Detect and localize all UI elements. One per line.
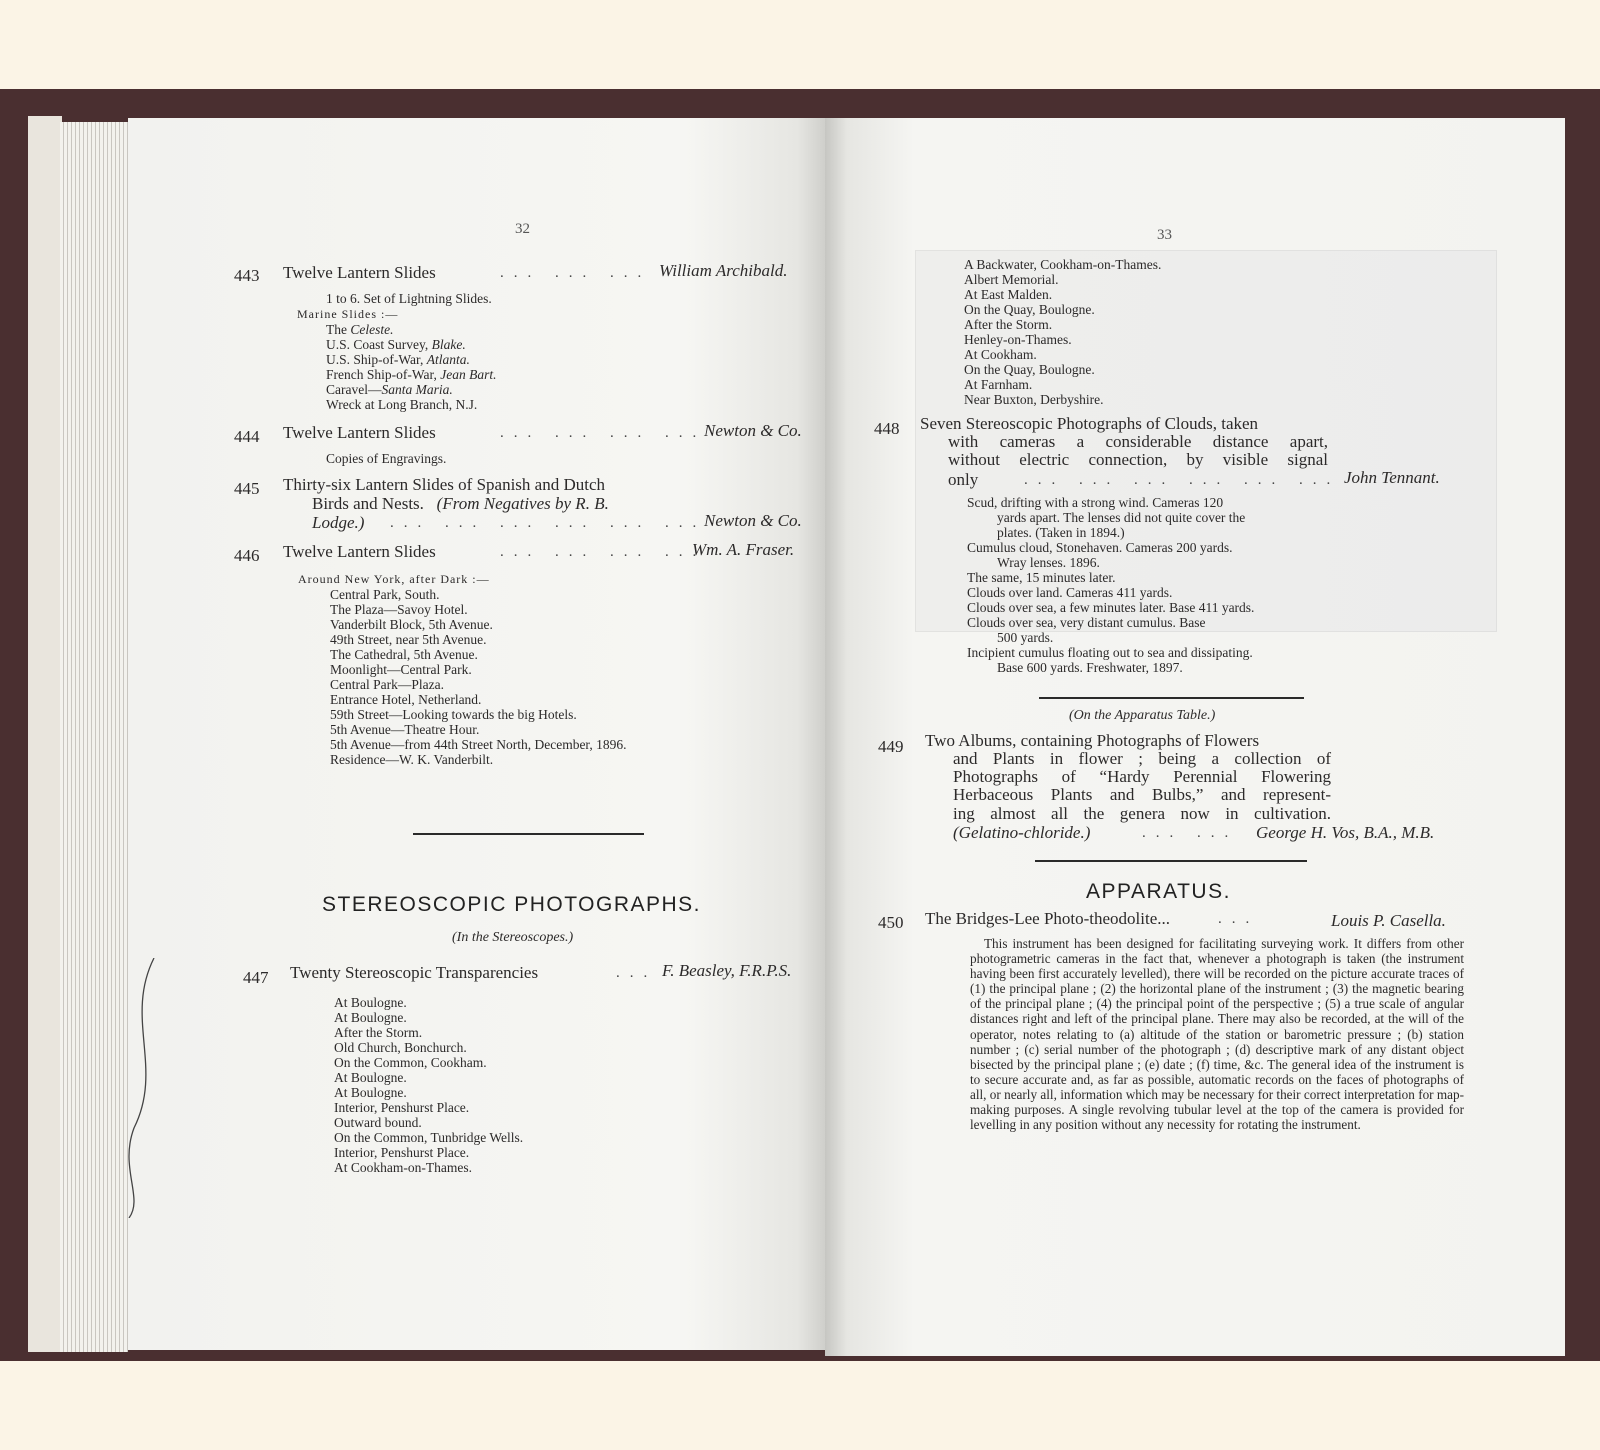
leader-dots: ... ... ... ... ... ...: [390, 515, 707, 531]
page-number-right: 33: [1157, 227, 1172, 243]
list-item: After the Storm.: [334, 1025, 423, 1040]
list-item: Moonlight—Central Park.: [330, 662, 472, 677]
entry-443-items: [326, 322, 496, 412]
entry-446-items: [330, 587, 627, 767]
leader-dots: ...: [1218, 911, 1260, 927]
list-item: At Cookham-on-Thames.: [334, 1160, 472, 1175]
entry-443-notes: [326, 291, 492, 306]
entry-443-exhibitor: William Archibald.: [659, 261, 788, 280]
leader-dots: ...: [616, 965, 658, 981]
entry-449-exhibitor: George H. Vos, B.A., M.B.: [1256, 823, 1435, 842]
list-item: The Celeste.: [326, 322, 394, 337]
list-item: Near Buxton, Derbyshire.: [964, 392, 1104, 407]
note-line: Incipient cumulus floating out to sea and dissipating.: [967, 645, 1253, 660]
entry-448-title-last: only: [948, 470, 979, 489]
entry-445-number: 445: [234, 479, 260, 498]
entry-447-items: [334, 995, 523, 1175]
list-item: The Cathedral, 5th Avenue.: [330, 647, 478, 662]
stereoscopic-section-heading: STEREOSCOPIC PHOTOGRAPHS.: [322, 893, 702, 916]
list-item: At East Malden.: [964, 287, 1053, 302]
description-text: This instrument has been designed for facilitating surveying work. It differs from other photogrametric cameras in the fact that, whenever a photograph is taken (the instrument having been first accurately levelled), there will be recorded on the picture accurate traces of (1) the principal plane ; (2) the horizontal plane of the instrument ; (3) the magnetic bearing of the principal plane ; (4) the principal point of the perspective ; (5) a true scale of angular distances right and left of the principal plane. There may also be recorded, at the will of the operator, notes relating to (a) altitude of the station or barometric pressure ; (b) station number ; (c) serial number of the photograph ; (d) descriptive mark of any distant object bisected by the principal plane ; (e) date ; (f) time, &c. The general idea of the instrument is to secure accurate and, as far as possible, automatic records on the faces of photographs of all, or nearly all, information which may be necessary for their correct interpretation for map-making purposes. A single revolving tubular level at the top of the camera is provided for levelling in any position without any necessity for rotating the instrument.: [970, 936, 1464, 1133]
list-item: 49th Street, near 5th Avenue.: [330, 632, 487, 647]
apparatus-table-note: (On the Apparatus Table.): [1069, 708, 1216, 723]
entry-449-number: 449: [878, 737, 904, 756]
list-item: Central Park, South.: [330, 587, 440, 602]
entry-443-title: Twelve Lantern Slides: [283, 263, 436, 282]
divider-rule: [1039, 697, 1304, 699]
list-item: 5th Avenue—Theatre Hour.: [330, 722, 480, 737]
stereoscopic-section-note: (In the Stereoscopes.): [452, 930, 574, 945]
list-item: A Backwater, Cookham-on-Thames.: [964, 257, 1162, 272]
entry-446-group-heading: Around New York, after Dark :—: [298, 572, 490, 586]
entry-443-group-heading: Marine Slides :—: [297, 307, 399, 321]
list-item: On the Quay, Boulogne.: [964, 302, 1095, 317]
entry-447-number: 447: [243, 968, 269, 987]
entry-443-number: 443: [234, 266, 260, 285]
entry-448-notes: [967, 495, 1254, 675]
entry-445-title-line1: Thirty-six Lantern Slides of Spanish and Dutch: [283, 475, 606, 494]
entry-449-title-last: (Gelatino-chloride.): [953, 823, 1091, 842]
entry-447-exhibitor: F. Beasley, F.R.P.S.: [662, 961, 792, 980]
continued-items: [964, 257, 1161, 407]
leader-dots: ... ... ... ...: [500, 544, 707, 560]
thread-curl: [114, 958, 174, 1218]
list-item: Henley-on-Thames.: [964, 332, 1072, 347]
list-item: At Boulogne.: [334, 1070, 407, 1085]
list-item: Vanderbilt Block, 5th Avenue.: [330, 617, 493, 632]
entry-447-title: Twenty Stereoscopic Transparencies: [290, 963, 539, 982]
list-item: Central Park—Plaza.: [330, 677, 444, 692]
entry-444-note: Copies of Engravings.: [326, 451, 447, 466]
list-item: At Farnham.: [964, 377, 1033, 392]
list-item: At Cookham.: [964, 347, 1037, 362]
list-item: Residence—W. K. Vanderbilt.: [330, 752, 494, 767]
list-item: Albert Memorial.: [964, 272, 1059, 287]
note-line: yards apart. The lenses did not quite cover the: [997, 510, 1246, 525]
entry-448-number: 448: [874, 419, 900, 438]
divider-rule: [413, 833, 644, 835]
note-line: Clouds over land. Cameras 411 yards.: [967, 585, 1173, 600]
entry-444-title: Twelve Lantern Slides: [283, 423, 436, 442]
entry-449-title-line1: Two Albums, containing Photographs of Flowers: [925, 731, 1260, 750]
list-item: French Ship-of-War, Jean Bart.: [326, 367, 497, 382]
list-item: On the Common, Tunbridge Wells.: [334, 1130, 524, 1145]
note-line: Base 600 yards. Freshwater, 1897.: [997, 660, 1183, 675]
note-line: Cumulus cloud, Stonehaven. Cameras 200 yards.: [967, 540, 1233, 555]
note-line: 500 yards.: [997, 630, 1054, 645]
entry-444-exhibitor: Newton & Co.: [704, 421, 802, 440]
entry-449-title-line4: Herbaceous Plants and Bulbs,” and represent-: [953, 785, 1331, 804]
entry-444-number: 444: [234, 427, 260, 446]
divider-rule: [1035, 860, 1307, 862]
leader-dots: ... ...: [1142, 825, 1239, 841]
note-line: Scud, drifting with a strong wind. Cameras 120: [967, 495, 1224, 510]
entry-449-title-line5: ing almost all the genera now in cultivation.: [953, 804, 1331, 823]
entry-450-exhibitor: Louis P. Casella.: [1331, 911, 1446, 930]
entry-445-title-line3: Lodge.): [312, 513, 365, 532]
list-item: Outward bound.: [334, 1115, 422, 1130]
entry-446-exhibitor: Wm. A. Fraser.: [692, 540, 795, 559]
entry-446-title: Twelve Lantern Slides: [283, 542, 436, 561]
entry-448-exhibitor: John Tennant.: [1344, 468, 1440, 487]
list-item: U.S. Ship-of-War, Atlanta.: [326, 352, 470, 367]
entry-450-description: [970, 936, 1464, 1132]
note-line: plates. (Taken in 1894.): [997, 525, 1125, 540]
entry-449-title-line2: and Plants in flower ; being a collection of: [953, 749, 1331, 768]
entry-450-title: The Bridges-Lee Photo-theodolite...: [925, 909, 1171, 928]
note-line: Clouds over sea, a few minutes later. Base 411 yards.: [967, 600, 1255, 615]
list-item: At Boulogne.: [334, 995, 407, 1010]
list-item: U.S. Coast Survey, Blake.: [326, 337, 466, 352]
list-item: Wreck at Long Branch, N.J.: [326, 397, 478, 412]
leader-dots: ... ... ...: [500, 265, 652, 281]
note-line: Wray lenses. 1896.: [997, 555, 1100, 570]
list-item: Entrance Hotel, Netherland.: [330, 692, 482, 707]
entry-446-number: 446: [234, 546, 260, 565]
entry-445-title-line2: Birds and Nests. (From Negatives by R. B.: [312, 494, 609, 513]
list-item: Interior, Penshurst Place.: [334, 1100, 470, 1115]
entry-449-title-line3: Photographs of “Hardy Perennial Flowering: [953, 767, 1331, 786]
list-item: On the Quay, Boulogne.: [964, 362, 1095, 377]
list-item: At Boulogne.: [334, 1085, 407, 1100]
list-item: The Plaza—Savoy Hotel.: [330, 602, 468, 617]
entry-450-number: 450: [878, 913, 904, 932]
entry-443-note: 1 to 6. Set of Lightning Slides.: [326, 291, 492, 306]
apparatus-section-heading: APPARATUS.: [1086, 880, 1231, 903]
list-item: After the Storm.: [964, 317, 1053, 332]
list-item: 59th Street—Looking towards the big Hotels.: [330, 707, 577, 722]
list-item: At Boulogne.: [334, 1010, 407, 1025]
list-item: Interior, Penshurst Place.: [334, 1145, 470, 1160]
list-item: 5th Avenue—from 44th Street North, December, 1896.: [330, 737, 627, 752]
note-line: The same, 15 minutes later.: [967, 570, 1116, 585]
list-item: Old Church, Bonchurch.: [334, 1040, 467, 1055]
entry-448-title-line3: without electric connection, by visible signal: [948, 450, 1328, 469]
entry-448-title-line2: with cameras a considerable distance apart,: [948, 432, 1328, 451]
entry-445-exhibitor: Newton & Co.: [704, 511, 802, 530]
page-number-left: 32: [515, 221, 530, 237]
leader-dots: ... ... ... ...: [500, 425, 707, 441]
entry-448-title-line1: Seven Stereoscopic Photographs of Clouds, taken: [920, 414, 1259, 433]
front-endpaper: [28, 116, 62, 1352]
list-item: On the Common, Cookham.: [334, 1055, 487, 1070]
note-line: Clouds over sea, very distant cumulus. Base: [967, 615, 1206, 630]
leader-dots: ... ... ... ... ... ...: [1024, 472, 1341, 488]
list-item: Caravel—Santa Maria.: [326, 382, 453, 397]
